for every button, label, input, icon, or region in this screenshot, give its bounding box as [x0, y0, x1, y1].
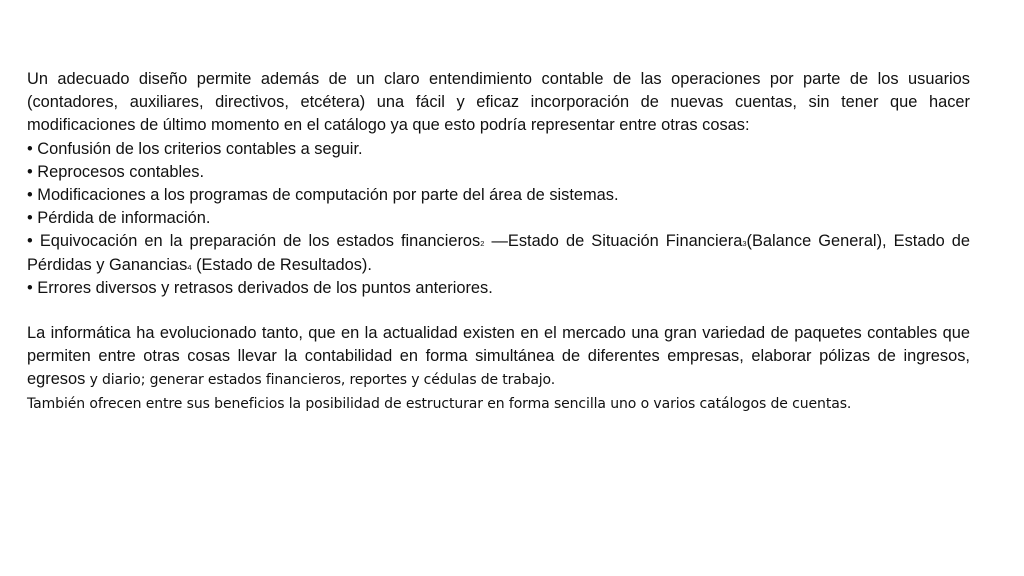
bullet-text: • Equivocación en la preparación de los estados financieros	[27, 232, 481, 251]
paragraph-text: La informática ha evolucionado tanto, que en la actualidad existen en el mercado una gran variedad de paquetes contables que permiten entre otras cosas llevar la contabilidad en forma simultánea de diferentes empresas, elaborar pólizas de ingresos, egresos	[27, 324, 970, 389]
paragraph-gap	[27, 300, 970, 322]
paragraph-text-alt-font: y diario; generar estados financieros, reportes y cédulas de trabajo.	[85, 372, 556, 389]
footnote-marker: 4	[187, 262, 192, 272]
bullet-item: • Errores diversos y retrasos derivados de los puntos anteriores.	[27, 278, 493, 297]
bullet-item: • Confusión de los criterios contables a seguir.	[27, 139, 363, 158]
body-text	[27, 68, 970, 416]
benefits-line: También ofrecen entre sus beneficios la posibilidad de estructurar en forma sencilla uno o varios catálogos de cuentas.	[27, 395, 852, 412]
bullet-item: • Pérdida de información.	[27, 209, 211, 228]
bullet-text: (Balance General), Estado de Pérdidas y Ganancias	[27, 232, 970, 274]
bullet-item-financial-statements	[27, 230, 970, 276]
intro-paragraph: Un adecuado diseño permite además de un claro entendimiento contable de las operaciones por parte de los usuarios (contadores, auxiliares, directivos, etcétera) una fácil y eficaz incorporación de nuevas cuentas, sin tener que hacer modificaciones de último momento en el catálogo ya que esto podría representar entre otras cosas:	[27, 70, 970, 135]
footnote-marker: 3	[742, 239, 747, 249]
footnote-marker: 2	[480, 239, 485, 249]
bullet-item: • Modificaciones a los programas de computación por parte del área de sistemas.	[27, 186, 619, 205]
software-paragraph	[27, 322, 970, 393]
bullet-text: (Estado de Resultados).	[191, 255, 372, 274]
bullet-item: • Reprocesos contables.	[27, 162, 205, 181]
bullet-text: —Estado de Situación Financiera	[484, 232, 743, 251]
